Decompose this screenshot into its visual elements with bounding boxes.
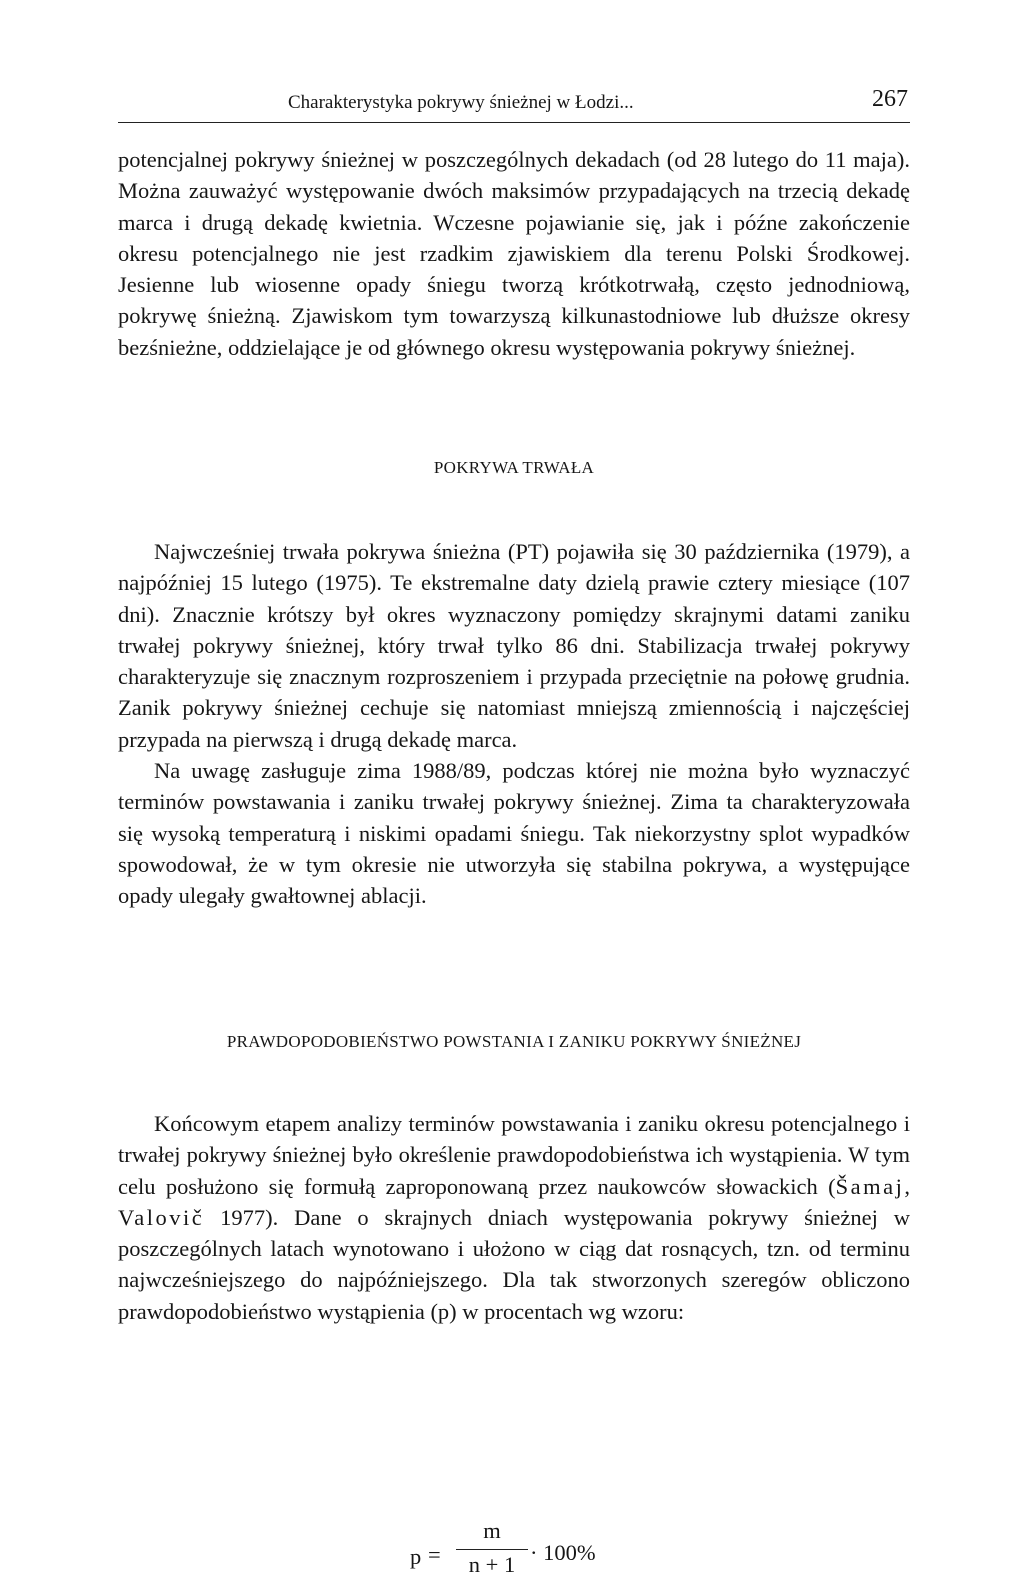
author-name: Šamaj [835,1173,905,1199]
section-pokrywa-trwala-body [118,536,910,912]
page-number: 267 [872,86,908,112]
text-run: 1977). Dane o skrajnych dniach występowania pokrywy śnieżnej w poszczególnych latach wynotowano i ułożono w ciąg dat rosnących, tzn. od terminu najwcześniejszego do najpóźniejszego. Dla tak stworzonych szeregów obliczono prawdopodobieństwo wystąpienia (p) w procentach wg wzoru: [118,1204,910,1324]
intro-block [118,144,910,363]
text-run: Końcowym etapem analizy terminów powstawania i zaniku okresu potencjalnego i trwałej pokrywy śnieżnej było określenie prawdopodobieństwa ich wystąpienia. W tym celu posłużono się formułą zaproponowaną przez naukowców słowackich ( [118,1111,910,1199]
intro-paragraph: potencjalnej pokrywy śnieżnej w poszczególnych dekadach (od 28 lutego do 11 maja). Można zauważyć występowanie dwóch maksimów przypadających na trzecią dekadę marca i drugą dekadę kwietnia. Wczesne pojawianie się, jak i późne zakończenie okresu potencjalnego nie jest rzadkim zjawiskiem dla terenu Polski Środkowej. Jesienne lub wiosenne opady śniegu tworzą krótkotrwałą, często jednodniową, pokrywę śnieżną. Zjawiskom tym towarzyszą kilkunastodniowe lub dłuższe okresy bezśnieżne, oddzielające je od głównego okresu występowania pokrywy śnieżnej. [118,147,910,360]
text-run: , [904,1173,910,1199]
section-heading-pokrywa-trwala: POKRYWA TRWAŁA [433,458,595,477]
section-heading-prawdopodobienstwo: PRAWDOPODOBIEŃSTWO POWSTANIA I ZANIKU POKRYWY ŚNIEŻNEJ [226,1032,802,1051]
running-header [118,82,910,123]
body-paragraph: Najwcześniej trwała pokrywa śnieżna (PT) pojawiła się 30 października (1979), a najpóźniej 15 lutego (1975). Te ekstremalne daty dzielą prawie cztery miesiące (107 dni). Znacznie krótszy był okres wyznaczony pomiędzy skrajnymi datami zaniku trwałej pokrywy śnieżnej, który trwał tylko 86 dni. Stabilizacja trwałej pokrywy charakteryzuje się znacznym rozproszeniem i przypada przeciętnie na połowę grudnia. Zanik pokrywy śnieżnej cechuje się natomiast mniejszą zmiennością i najczęściej przypada na pierwszą i drugą dekadę marca. [118,539,910,752]
running-title: Charakterystyka pokrywy śnieżnej w Łodzi... [288,92,634,113]
formula-fraction [456,1520,528,1576]
body-paragraph: Na uwagę zasługuje zima 1988/89, podczas której nie można było wyznaczyć terminów powstawania i zaniku trwałej pokrywy śnieżnej. Zima ta charakteryzowała się wysoką temperaturą i niskimi opadami śniegu. Tak niekorzystny splot wypadków spowodował, że w tym okresie nie utworzyła się stabilna pokrywa, a występujące opady ulegały gwałtownej ablacji. [118,758,910,909]
author-name: Valovič [118,1204,205,1230]
fraction-bar [456,1549,528,1550]
body-paragraph [118,1108,910,1327]
section-prawdopodobienstwo-body [118,1108,910,1327]
formula-lhs: p [410,1544,422,1569]
formula-numerator: m [483,1518,501,1543]
formula-rhs: · 100% [530,1540,596,1565]
formula-equals: = [428,1542,441,1567]
formula-denominator: n + 1 [468,1551,516,1577]
